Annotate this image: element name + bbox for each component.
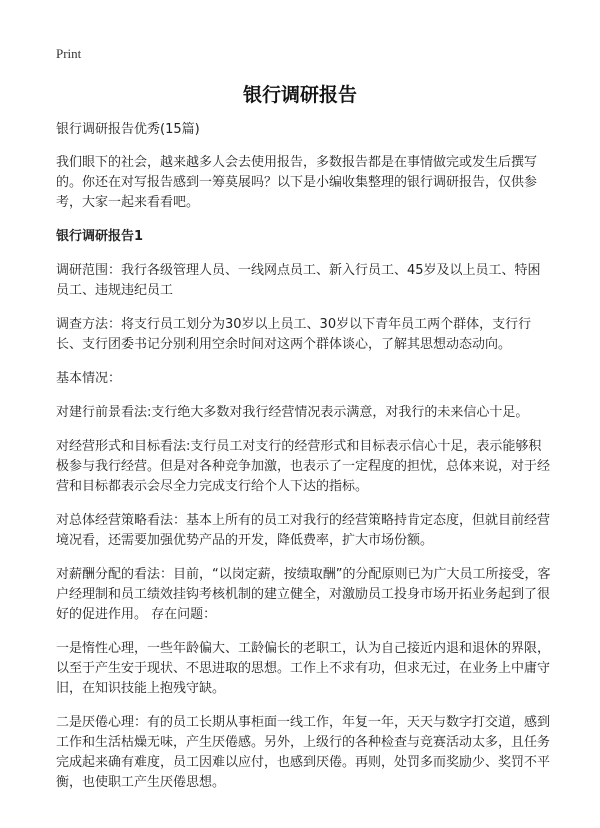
section-heading: 银行调研报告1: [56, 229, 144, 244]
paragraph-problem-weariness: 二是厌倦心理：有的员工长期从事柜面一线工作，年复一年，天天与数字打交道，感到工作和生活枯燥无味，产生厌倦感。另外，上级行的各种检查与竞赛活动太多，且任务完成起来确有难度，员工因难以应付，也感到厌倦。再则，处罚多而奖励少、奖罚不平衡，也使职工产生厌倦思想。: [56, 715, 551, 790]
paragraph-method: 调查方法：将支行员工划分为30岁以上员工、30岁以下青年员工两个群体，支行行长、支行团委书记分别利用空余时间对这两个群体谈心，了解其思想动态动向。: [56, 317, 532, 352]
article-subtitle: 银行调研报告优秀(15篇): [56, 122, 200, 137]
paragraph-business-goals: 对经营形式和目标看法:支行员工对支行的经营形式和目标表示信心十足，表示能够积极参与我行经营。但是对各种竞争加激，也表示了一定程度的担忧，总体来说，对于经营和目标都表示会尽全力完成支行给个人下达的指标。: [56, 439, 551, 494]
paragraph-compensation: 对薪酬分配的看法：目前，“以岗定薪，按绩取酬”的分配原则已为广大员工所接受，客户经理制和员工绩效挂钩考核机制的建立健全，对激励员工投身市场开拓业务起到了很好的促进作用。 存在问题：: [56, 567, 551, 622]
paragraph-basic-situation: 基本情况：: [56, 371, 122, 386]
paragraph-strategy: 对总体经营策略看法：基本上所有的员工对我行的经营策略持肯定态度，但就目前经营境况看，还需要加强优势产品的开发，降低费率，扩大市场份额。: [56, 513, 551, 548]
page-title: 银行调研报告: [242, 84, 357, 106]
paragraph-scope: 调研范围：我行各级管理人员、一线网点员工、新入行员工、45岁及以上员工、特困员工、违规违纪员工: [56, 263, 541, 298]
article-body: [56, 120, 552, 807]
paragraph-outlook: 对建行前景看法:支行绝大多数对我行经营情况表示满意，对我行的未来信心十足。: [56, 405, 529, 420]
intro-paragraph: 我们眼下的社会，越来越多人会去使用报告，多数报告都是在事情做完或发生后撰写的。你还在对写报告感到一筹莫展吗？以下是小编收集整理的银行调研报告，仅供参考，大家一起来看看吧。: [56, 155, 538, 210]
paragraph-problem-inertia: 一是惰性心理，一些年龄偏大、工龄偏长的老职工，认为自己接近内退和退休的界限，以至于产生安于现状、不思进取的思想。工作上不求有功，但求无过，在业务上中庸守旧，在知识技能上抱残守缺。: [56, 641, 551, 696]
print-link[interactable]: Print: [56, 46, 82, 61]
